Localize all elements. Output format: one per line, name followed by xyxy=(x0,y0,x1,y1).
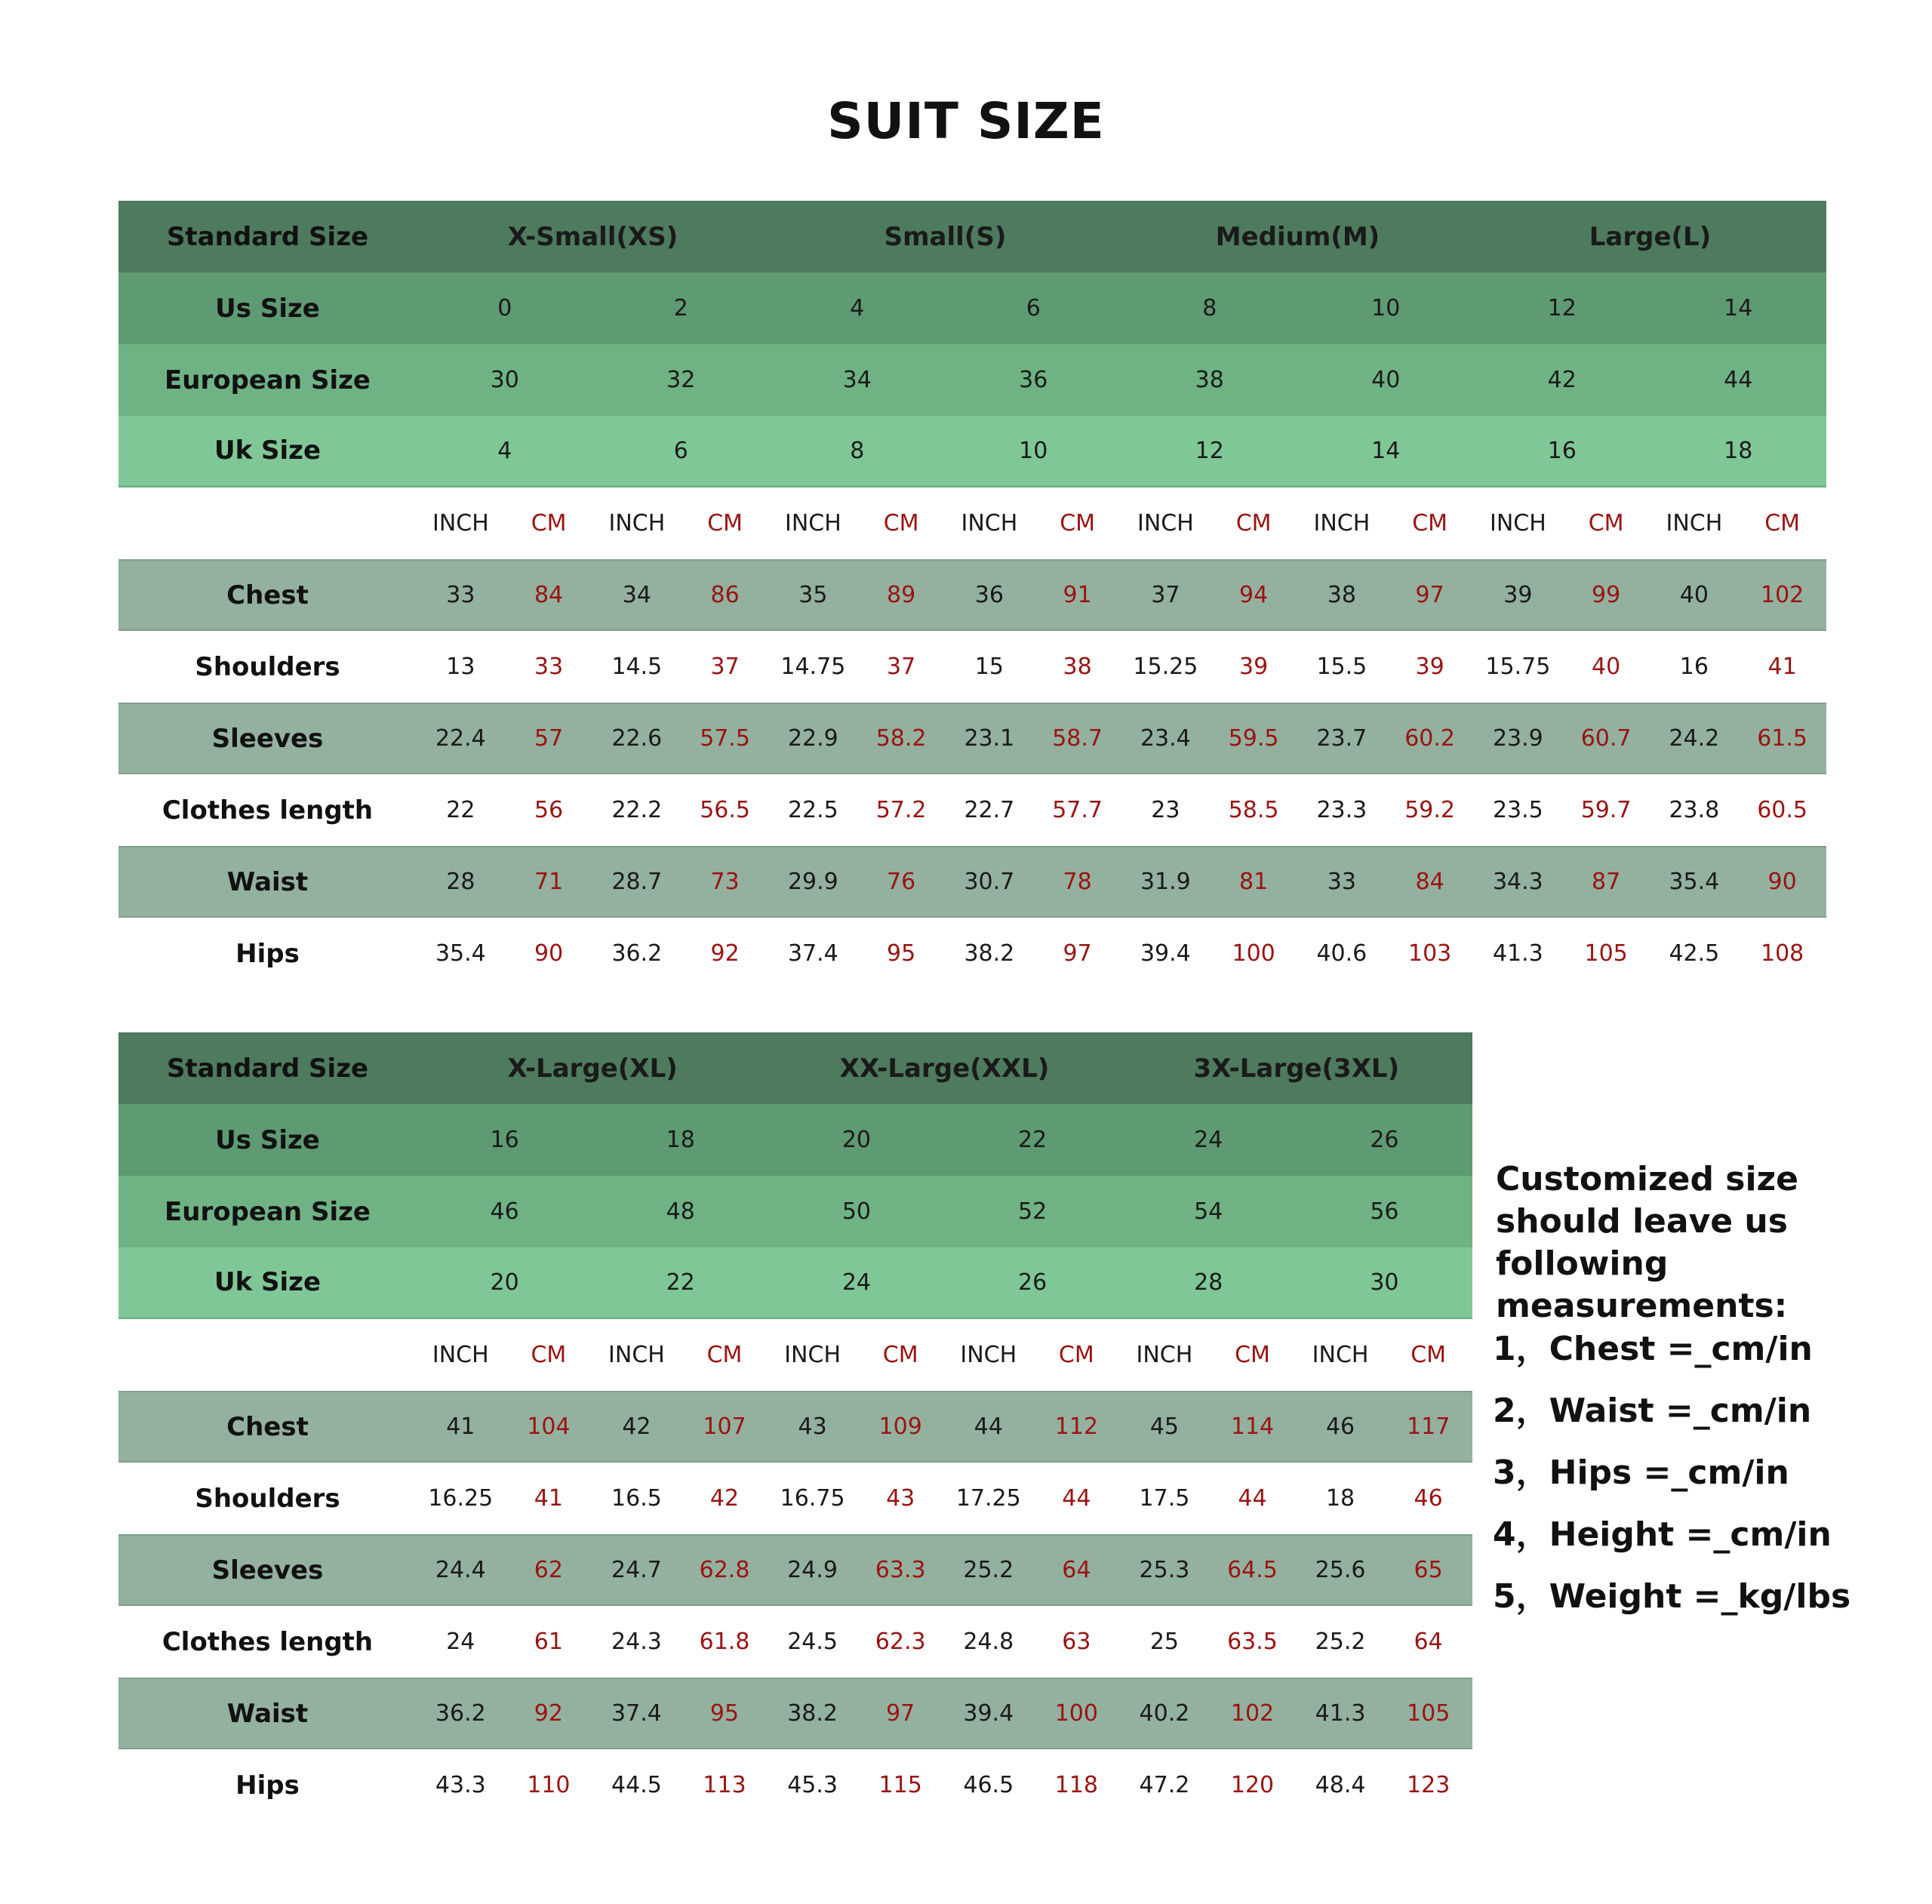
inch-value-cell: 15.5 xyxy=(1316,654,1367,680)
inch-value-cell: 37.4 xyxy=(611,1700,662,1727)
inch-value-cell: 33 xyxy=(446,582,475,608)
inch-value-cell: 22 xyxy=(446,797,475,823)
cm-value-cell: 87 xyxy=(1592,869,1621,895)
size-table-xl-to-3xl xyxy=(118,1032,1472,1821)
inch-value-cell: 24.4 xyxy=(435,1557,486,1583)
size-cell: 14 xyxy=(1371,437,1401,464)
inch-value-cell: 24.5 xyxy=(787,1629,838,1655)
shoulders-row xyxy=(118,1463,1472,1534)
cm-value-cell: 42 xyxy=(709,1485,740,1512)
inch-value-cell: 23.7 xyxy=(1316,725,1367,752)
cm-value-cell: 100 xyxy=(1232,940,1275,967)
inch-value-cell: 22.9 xyxy=(787,725,838,752)
inch-value-cell: 24.9 xyxy=(787,1557,838,1583)
inch-value-cell: 31.9 xyxy=(1140,869,1191,895)
unit-cm-label: CM xyxy=(706,1342,743,1368)
custom-size-heading: Customized size should leave us following measurements: xyxy=(1496,1160,1798,1325)
unit-cm-label: CM xyxy=(531,510,567,537)
cm-value-cell: 92 xyxy=(534,1700,563,1727)
cm-value-cell: 76 xyxy=(887,869,916,895)
cm-value-cell: 117 xyxy=(1407,1413,1451,1440)
row-label: Us Size xyxy=(215,1124,320,1155)
unit-cm-label: CM xyxy=(1411,1342,1447,1368)
inch-value-cell: 16.5 xyxy=(611,1485,662,1512)
cm-value-cell: 102 xyxy=(1760,582,1804,608)
cm-value-cell: 105 xyxy=(1407,1700,1451,1727)
shoulders-row xyxy=(118,631,1826,703)
cm-value-cell: 59.2 xyxy=(1404,797,1456,823)
standard-size-row xyxy=(118,1032,1472,1104)
unit-inch-label: INCH xyxy=(961,510,1018,537)
unit-inch-label: INCH xyxy=(1313,510,1371,537)
inch-value-cell: 43 xyxy=(798,1413,827,1440)
row-label: Chest xyxy=(226,1411,309,1442)
cm-value-cell: 63.5 xyxy=(1227,1629,1278,1655)
cm-value-cell: 123 xyxy=(1407,1772,1451,1798)
unit-inch-label: INCH xyxy=(1489,510,1546,537)
cm-value-cell: 90 xyxy=(1767,869,1797,895)
size-cell: 46 xyxy=(490,1198,519,1225)
inch-value-cell: 36 xyxy=(974,582,1004,608)
row-label: European Size xyxy=(165,364,371,395)
inch-value-cell: 23.5 xyxy=(1492,797,1543,823)
cm-value-cell: 57.5 xyxy=(700,725,751,752)
inch-value-cell: 25.3 xyxy=(1139,1557,1190,1583)
inch-value-cell: 25.6 xyxy=(1315,1557,1366,1583)
row-label: Waist xyxy=(226,866,309,897)
unit-cm-label: CM xyxy=(531,1342,567,1368)
size-cell: 38 xyxy=(1195,367,1224,393)
cm-value-cell: 65 xyxy=(1414,1557,1443,1583)
row-label: Standard Size xyxy=(166,1053,369,1084)
unit-cm-label: CM xyxy=(1588,510,1624,537)
sleeves-row xyxy=(118,703,1826,774)
inch-value-cell: 38.2 xyxy=(787,1700,838,1727)
cm-value-cell: 112 xyxy=(1054,1413,1098,1440)
size-cell: 4 xyxy=(850,295,865,321)
size-cell: 34 xyxy=(842,367,872,393)
inch-value-cell: 15 xyxy=(974,654,1004,680)
inch-value-cell: 44.5 xyxy=(611,1772,662,1798)
inch-value-cell: 22.5 xyxy=(787,797,838,823)
units-row xyxy=(118,1319,1472,1391)
cm-value-cell: 81 xyxy=(1239,869,1269,895)
size-cell: 42 xyxy=(1547,367,1577,393)
cm-value-cell: 94 xyxy=(1239,582,1269,608)
unit-inch-label: INCH xyxy=(1136,1342,1193,1368)
unit-inch-label: INCH xyxy=(960,1342,1017,1368)
cm-value-cell: 114 xyxy=(1230,1413,1275,1440)
cm-value-cell: 56.5 xyxy=(700,797,751,823)
size-cell: 16 xyxy=(1547,437,1577,464)
size-cell: 52 xyxy=(1018,1198,1048,1225)
inch-value-cell: 14.5 xyxy=(611,654,663,680)
measurement-item-chest: 1，Chest =_cm/in xyxy=(1493,1330,1813,1368)
units-row xyxy=(118,488,1826,559)
cm-value-cell: 95 xyxy=(709,1700,740,1727)
size-cell: 24 xyxy=(1194,1127,1223,1153)
waist-row xyxy=(118,846,1826,918)
standard-size-row xyxy=(118,201,1826,272)
cm-value-cell: 104 xyxy=(527,1413,571,1440)
size-cell: 36 xyxy=(1019,367,1048,393)
cm-value-cell: 62.3 xyxy=(875,1629,926,1655)
size-cell: 48 xyxy=(666,1198,695,1225)
uk-size-row xyxy=(118,1247,1472,1319)
inch-value-cell: 45.3 xyxy=(787,1772,838,1798)
inch-value-cell: 23 xyxy=(1151,797,1180,823)
measurement-item-height: 4，Height =_cm/in xyxy=(1493,1515,1832,1554)
inch-value-cell: 38 xyxy=(1327,582,1356,608)
cm-value-cell: 91 xyxy=(1063,582,1092,608)
inch-value-cell: 40.2 xyxy=(1139,1700,1190,1727)
cm-value-cell: 39 xyxy=(1415,654,1444,680)
cm-value-cell: 89 xyxy=(887,582,916,608)
waist-row xyxy=(118,1678,1472,1749)
row-label: European Size xyxy=(165,1196,371,1227)
cm-value-cell: 40 xyxy=(1592,654,1621,680)
size-cell: 12 xyxy=(1195,437,1224,464)
inch-value-cell: 22.6 xyxy=(611,725,663,752)
inch-value-cell: 14.75 xyxy=(780,654,846,680)
unit-inch-label: INCH xyxy=(608,510,666,537)
inch-value-cell: 36.2 xyxy=(435,1700,486,1727)
cm-value-cell: 64 xyxy=(1414,1629,1443,1655)
inch-value-cell: 28 xyxy=(446,869,475,895)
us-size-row xyxy=(118,272,1826,344)
row-label: Sleeves xyxy=(211,723,324,754)
cm-value-cell: 61.8 xyxy=(699,1629,750,1655)
unit-inch-label: INCH xyxy=(1137,510,1194,537)
inch-value-cell: 24 xyxy=(446,1629,475,1655)
size-cell: 16 xyxy=(490,1127,519,1153)
inch-value-cell: 37.4 xyxy=(787,940,838,967)
cm-value-cell: 62 xyxy=(534,1557,563,1583)
cm-value-cell: 109 xyxy=(878,1413,922,1440)
unit-cm-label: CM xyxy=(882,1342,918,1368)
cm-value-cell: 60.5 xyxy=(1757,797,1808,823)
size-cell: 12 xyxy=(1547,295,1577,321)
cm-value-cell: 95 xyxy=(887,940,916,967)
size-table-small-to-large xyxy=(118,201,1826,989)
cm-value-cell: 63 xyxy=(1062,1629,1091,1655)
size-cell: 24 xyxy=(841,1269,872,1296)
cm-value-cell: 61 xyxy=(534,1629,563,1655)
inch-value-cell: 42 xyxy=(622,1413,651,1440)
cm-value-cell: 41 xyxy=(534,1485,563,1512)
size-cell: 30 xyxy=(1370,1269,1399,1296)
row-label: Uk Size xyxy=(214,435,321,466)
row-label: Hips xyxy=(235,938,300,969)
cm-value-cell: 100 xyxy=(1054,1700,1098,1727)
cm-value-cell: 57.2 xyxy=(875,797,927,823)
inch-value-cell: 47.2 xyxy=(1139,1772,1190,1798)
cm-value-cell: 103 xyxy=(1407,940,1452,967)
size-cell: 22 xyxy=(666,1269,695,1296)
inch-value-cell: 35 xyxy=(798,582,828,608)
unit-inch-label: INCH xyxy=(784,1342,841,1368)
cm-value-cell: 64 xyxy=(1062,1557,1091,1583)
inch-value-cell: 38.2 xyxy=(964,940,1015,967)
inch-value-cell: 34.3 xyxy=(1492,869,1543,895)
inch-value-cell: 34 xyxy=(622,582,651,608)
row-label: Standard Size xyxy=(166,221,369,252)
row-label: Shoulders xyxy=(195,1483,340,1514)
unit-cm-label: CM xyxy=(1058,1342,1094,1368)
inch-value-cell: 40 xyxy=(1679,582,1709,608)
unit-inch-label: INCH xyxy=(1666,510,1723,537)
cm-value-cell: 78 xyxy=(1063,869,1092,895)
inch-value-cell: 23.9 xyxy=(1492,725,1543,752)
cm-value-cell: 84 xyxy=(534,582,564,608)
size-cell: 26 xyxy=(1018,1269,1048,1296)
unit-inch-label: INCH xyxy=(432,1342,489,1368)
inch-value-cell: 48.4 xyxy=(1315,1772,1366,1798)
cm-value-cell: 99 xyxy=(1592,582,1621,608)
inch-value-cell: 43.3 xyxy=(435,1772,486,1798)
cm-value-cell: 33 xyxy=(534,654,564,680)
inch-value-cell: 23.4 xyxy=(1140,725,1191,752)
size-header-cell: 3X-Large(3XL) xyxy=(1193,1053,1400,1084)
sleeves-row xyxy=(118,1534,1472,1606)
size-header-cell: X-Large(XL) xyxy=(507,1053,678,1084)
inch-value-cell: 15.25 xyxy=(1133,654,1198,680)
row-label: Chest xyxy=(226,580,309,611)
size-cell: 14 xyxy=(1724,295,1753,321)
row-label: Hips xyxy=(235,1770,300,1801)
chest-row xyxy=(118,559,1826,631)
row-label: Us Size xyxy=(215,293,320,324)
inch-value-cell: 41 xyxy=(446,1413,475,1440)
row-label: Clothes length xyxy=(162,795,374,826)
cm-value-cell: 118 xyxy=(1054,1772,1098,1798)
cm-value-cell: 43 xyxy=(886,1485,915,1512)
size-cell: 2 xyxy=(673,295,688,321)
cm-value-cell: 38 xyxy=(1063,654,1092,680)
cm-value-cell: 58.2 xyxy=(875,725,927,752)
row-label: Uk Size xyxy=(214,1267,321,1297)
size-cell: 6 xyxy=(1026,295,1041,321)
inch-value-cell: 33 xyxy=(1327,869,1356,895)
size-cell: 0 xyxy=(497,295,512,321)
size-cell: 18 xyxy=(1724,437,1753,464)
cm-value-cell: 107 xyxy=(703,1413,746,1440)
inch-value-cell: 36.2 xyxy=(611,940,663,967)
unit-cm-label: CM xyxy=(707,510,743,537)
size-cell: 50 xyxy=(841,1198,872,1225)
chest-row xyxy=(118,1391,1472,1463)
inch-value-cell: 45 xyxy=(1149,1413,1179,1440)
size-cell: 54 xyxy=(1194,1198,1223,1225)
cm-value-cell: 120 xyxy=(1230,1772,1275,1798)
cm-value-cell: 57 xyxy=(534,725,564,752)
cm-value-cell: 92 xyxy=(710,940,740,967)
inch-value-cell: 24.2 xyxy=(1669,725,1720,752)
inch-value-cell: 22.7 xyxy=(964,797,1015,823)
size-cell: 30 xyxy=(490,367,519,393)
inch-value-cell: 24.7 xyxy=(611,1557,662,1583)
cm-value-cell: 97 xyxy=(1415,582,1444,608)
inch-value-cell: 46 xyxy=(1325,1413,1355,1440)
clothes-length-row xyxy=(118,774,1826,846)
row-label: Sleeves xyxy=(211,1555,324,1586)
cm-value-cell: 58.7 xyxy=(1052,725,1103,752)
cm-value-cell: 84 xyxy=(1415,869,1444,895)
cm-value-cell: 115 xyxy=(878,1772,922,1798)
european-size-row xyxy=(118,344,1826,416)
cm-value-cell: 44 xyxy=(1062,1485,1091,1512)
size-cell: 18 xyxy=(666,1127,695,1153)
inch-value-cell: 17.5 xyxy=(1139,1485,1190,1512)
inch-value-cell: 39 xyxy=(1503,582,1533,608)
cm-value-cell: 37 xyxy=(710,654,740,680)
measurement-item-hips: 3，Hips =_cm/in xyxy=(1493,1453,1789,1492)
unit-cm-label: CM xyxy=(1235,1342,1270,1368)
size-cell: 20 xyxy=(841,1127,872,1153)
inch-value-cell: 35.4 xyxy=(435,940,486,967)
inch-value-cell: 25 xyxy=(1149,1629,1179,1655)
inch-value-cell: 35.4 xyxy=(1669,869,1720,895)
size-header-cell: Large(L) xyxy=(1589,221,1712,252)
inch-value-cell: 22.2 xyxy=(611,797,663,823)
cm-value-cell: 108 xyxy=(1760,940,1804,967)
cm-value-cell: 113 xyxy=(703,1772,746,1798)
inch-value-cell: 37 xyxy=(1151,582,1180,608)
inch-value-cell: 25.2 xyxy=(1315,1629,1366,1655)
measurement-item-weight: 5，Weight =_kg/lbs xyxy=(1493,1577,1851,1616)
unit-cm-label: CM xyxy=(883,510,919,537)
size-cell: 6 xyxy=(673,437,688,464)
inch-value-cell: 40.6 xyxy=(1316,940,1367,967)
inch-value-cell: 44 xyxy=(974,1413,1003,1440)
inch-value-cell: 25.2 xyxy=(963,1557,1014,1583)
inch-value-cell: 39.4 xyxy=(1140,940,1191,967)
inch-value-cell: 23.3 xyxy=(1316,797,1367,823)
unit-cm-label: CM xyxy=(1060,510,1096,537)
inch-value-cell: 18 xyxy=(1325,1485,1355,1512)
clothes-length-row xyxy=(118,1606,1472,1678)
inch-value-cell: 39.4 xyxy=(963,1700,1014,1727)
size-cell: 28 xyxy=(1194,1269,1223,1296)
european-size-row xyxy=(118,1176,1472,1247)
inch-value-cell: 16 xyxy=(1679,654,1709,680)
cm-value-cell: 61.5 xyxy=(1757,725,1808,752)
cm-value-cell: 73 xyxy=(710,869,740,895)
size-cell: 8 xyxy=(850,437,865,464)
unit-inch-label: INCH xyxy=(432,510,489,537)
size-cell: 26 xyxy=(1370,1127,1399,1153)
inch-value-cell: 41.3 xyxy=(1492,940,1543,967)
inch-value-cell: 24.8 xyxy=(963,1629,1014,1655)
inch-value-cell: 23.8 xyxy=(1669,797,1720,823)
unit-inch-label: INCH xyxy=(1312,1342,1369,1368)
size-cell: 8 xyxy=(1202,295,1217,321)
cm-value-cell: 63.3 xyxy=(875,1557,926,1583)
size-header-cell: X-Small(XS) xyxy=(507,221,678,252)
page-title: SUIT SIZE xyxy=(827,92,1105,150)
inch-value-cell: 15.75 xyxy=(1485,654,1551,680)
cm-value-cell: 56 xyxy=(534,797,564,823)
unit-cm-label: CM xyxy=(1412,510,1448,537)
unit-inch-label: INCH xyxy=(784,510,841,537)
hips-row xyxy=(118,918,1826,989)
inch-value-cell: 23.1 xyxy=(964,725,1015,752)
inch-value-cell: 30.7 xyxy=(964,869,1015,895)
size-cell: 56 xyxy=(1370,1198,1399,1225)
cm-value-cell: 44 xyxy=(1238,1485,1267,1512)
inch-value-cell: 41.3 xyxy=(1315,1700,1366,1727)
cm-value-cell: 102 xyxy=(1230,1700,1275,1727)
row-label: Shoulders xyxy=(195,651,340,682)
us-size-row xyxy=(118,1104,1472,1176)
cm-value-cell: 71 xyxy=(534,869,564,895)
uk-size-row xyxy=(118,416,1826,488)
measurement-item-waist: 2，Waist =_cm/in xyxy=(1493,1392,1812,1430)
cm-value-cell: 60.2 xyxy=(1404,725,1456,752)
cm-value-cell: 59.7 xyxy=(1580,797,1632,823)
size-cell: 4 xyxy=(497,437,512,464)
unit-cm-label: CM xyxy=(1235,510,1272,537)
cm-value-cell: 62.8 xyxy=(699,1557,750,1583)
inch-value-cell: 22.4 xyxy=(435,725,486,752)
unit-cm-label: CM xyxy=(1764,510,1801,537)
size-cell: 32 xyxy=(666,367,696,393)
size-header-cell: Small(S) xyxy=(884,221,1007,252)
size-cell: 10 xyxy=(1371,295,1401,321)
inch-value-cell: 46.5 xyxy=(963,1772,1014,1798)
cm-value-cell: 60.7 xyxy=(1580,725,1632,752)
cm-value-cell: 57.7 xyxy=(1052,797,1103,823)
inch-value-cell: 17.25 xyxy=(955,1485,1021,1512)
size-cell: 44 xyxy=(1724,367,1753,393)
row-label: Clothes length xyxy=(162,1626,374,1657)
size-cell: 40 xyxy=(1371,367,1401,393)
cm-value-cell: 37 xyxy=(887,654,916,680)
size-header-cell: Medium(M) xyxy=(1215,221,1380,252)
cm-value-cell: 64.5 xyxy=(1227,1557,1278,1583)
cm-value-cell: 86 xyxy=(710,582,740,608)
size-cell: 10 xyxy=(1019,437,1048,464)
size-cell: 20 xyxy=(490,1269,519,1296)
cm-value-cell: 97 xyxy=(1063,940,1092,967)
inch-value-cell: 28.7 xyxy=(611,869,663,895)
cm-value-cell: 46 xyxy=(1414,1485,1443,1512)
size-header-cell: XX-Large(XXL) xyxy=(839,1053,1050,1084)
custom-measurement-list xyxy=(1493,1327,1850,1636)
unit-inch-label: INCH xyxy=(608,1342,665,1368)
cm-value-cell: 59.5 xyxy=(1228,725,1279,752)
cm-value-cell: 105 xyxy=(1584,940,1628,967)
cm-value-cell: 97 xyxy=(886,1700,915,1727)
row-label: Waist xyxy=(226,1698,309,1729)
inch-value-cell: 24.3 xyxy=(611,1629,662,1655)
cm-value-cell: 90 xyxy=(534,940,564,967)
size-cell: 22 xyxy=(1018,1127,1048,1153)
hips-row xyxy=(118,1749,1472,1821)
inch-value-cell: 16.75 xyxy=(780,1485,845,1512)
inch-value-cell: 29.9 xyxy=(787,869,838,895)
inch-value-cell: 42.5 xyxy=(1669,940,1720,967)
inch-value-cell: 13 xyxy=(446,654,475,680)
cm-value-cell: 110 xyxy=(527,1772,571,1798)
inch-value-cell: 16.25 xyxy=(428,1485,494,1512)
cm-value-cell: 39 xyxy=(1239,654,1269,680)
cm-value-cell: 58.5 xyxy=(1228,797,1279,823)
cm-value-cell: 41 xyxy=(1767,654,1797,680)
